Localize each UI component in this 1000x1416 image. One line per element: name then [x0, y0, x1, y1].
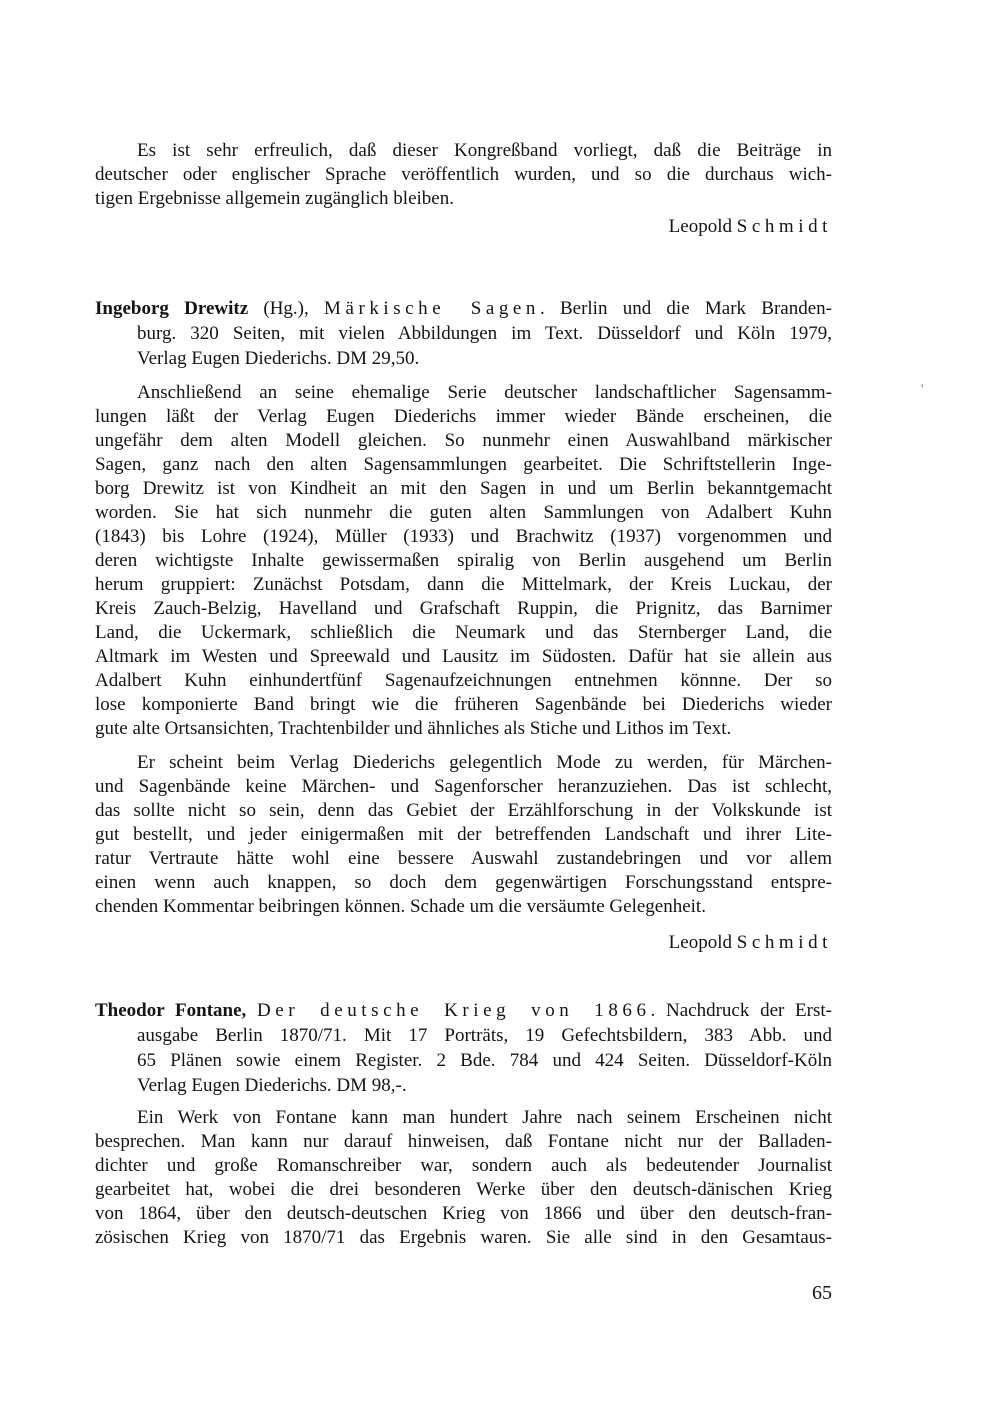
- text-line: Ein Werk von Fontane kann man hundert Jahre nach seinem Erscheinen nicht: [137, 1107, 832, 1128]
- heading-rest: . Berlin und die Mark Branden-: [539, 298, 832, 319]
- text-line: worden. Sie hat sich nunmehr die guten alten Sammlungen von Adalbert Kuhn: [95, 502, 832, 523]
- review-title: Märkische Sagen: [324, 298, 540, 319]
- text-line: burg. 320 Seiten, mit vielen Abbildungen im Text. Düsseldorf und Köln 1979,: [137, 323, 832, 344]
- text-line: einen wenn auch knappen, so doch dem gegenwärtigen Forschungsstand entspre-: [95, 872, 832, 893]
- text-line: Verlag Eugen Diederichs. DM 29,50.: [137, 348, 420, 369]
- text-line: dichter und große Romanschreiber war, sondern auch als bedeutender Journalist: [95, 1155, 832, 1176]
- text-line: Kreis Zauch-Belzig, Havelland und Grafschaft Ruppin, die Prignitz, das Barnimer: [95, 598, 832, 619]
- review-author: Theodor Fontane,: [95, 1000, 247, 1021]
- text-line: das sollte nicht so sein, denn das Gebiet der Erzählforschung in der Volkskunde ist: [95, 800, 832, 821]
- text-line: ungefähr dem alten Modell gleichen. So nunmehr einen Auswahlband märkischer: [95, 430, 832, 451]
- text-line: 65 Plänen sowie einem Register. 2 Bde. 784 und 424 Seiten. Düsseldorf-Köln: [137, 1050, 832, 1071]
- review-author: Ingeborg Drewitz: [95, 298, 249, 319]
- text-line: Adalbert Kuhn einhundertfünf Sagenaufzeichnungen entnehmen könnne. Der so: [95, 670, 832, 691]
- text-line: gut bestellt, und jeder einigermaßen mit der betreffenden Landschaft und ihrer Lite-: [95, 824, 832, 845]
- text-line: Es ist sehr erfreulich, daß dieser Kongreßband vorliegt, daß die Beiträge in: [137, 140, 832, 161]
- text-line: chenden Kommentar beibringen können. Schade um die versäumte Gelegenheit.: [95, 896, 706, 917]
- scan-artifact: ': [921, 381, 924, 396]
- signature-leopold-schmidt-1: [95, 215, 834, 239]
- heading-continuation-lines: [95, 321, 832, 371]
- closing-paragraph: [95, 139, 832, 211]
- signature-last-name: Schmidt: [736, 932, 832, 953]
- text-line: Verlag Eugen Diederichs. DM 98,-.: [137, 1075, 407, 1096]
- text-line: zösischen Krieg von 1870/71 das Ergebnis waren. Sie alle sind in den Gesamtaus-: [95, 1227, 832, 1248]
- text-line: gute alte Ortsansichten, Trachtenbilder und ähnliches als Stiche und Lithos im Text.: [95, 718, 732, 739]
- text-line: gearbeitet hat, wobei die drei besonderen Werke über den deutsch-dänischen Krieg: [95, 1179, 832, 1200]
- signature-first-name: Leopold: [668, 932, 737, 953]
- text-line: tigen Ergebnisse allgemein zugänglich bleiben.: [95, 188, 454, 209]
- review-heading-fontane: [95, 998, 832, 1098]
- text-line: Sagen, ganz nach den alten Sagensammlungen gearbeitet. Die Schriftstellerin Inge-: [95, 454, 832, 475]
- signature-leopold-schmidt-2: [95, 931, 834, 955]
- text-line: Anschließend an seine ehemalige Serie deutscher landschaftlicher Sagensamm-: [137, 382, 832, 403]
- text-line: deren wichtigste Inhalte gewissermaßen spiralig von Berlin ausgehend um Berlin: [95, 550, 832, 571]
- fontane-paragraph-1: [95, 1106, 832, 1250]
- heading-separator: [246, 1000, 257, 1021]
- text-line: ratur Vertraute hätte wohl eine bessere Auswahl zustandebringen und vor allem: [95, 848, 832, 869]
- text-line: deutscher oder englischer Sprache veröffentlich wurden, und so die durchaus wich-: [95, 164, 832, 185]
- heading-first-line: [95, 296, 832, 321]
- heading-first-line: [95, 998, 832, 1023]
- text-line: lose komponierte Band bringt wie die früheren Sagenbände bei Diederichs wieder: [95, 694, 832, 715]
- drewitz-paragraph-2: [95, 751, 832, 919]
- text-line: borg Drewitz ist von Kindheit an mit den Sagen in und um Berlin bekanntgemacht: [95, 478, 832, 499]
- text-line: lungen läßt der Verlag Eugen Diederichs immer wieder Bände erscheinen, die: [95, 406, 832, 427]
- text-line: Altmark im Westen und Spreewald und Lausitz im Südosten. Dafür hat sie allein aus: [95, 646, 832, 667]
- signature-last-name: Schmidt: [736, 216, 832, 237]
- text-line: (1843) bis Lohre (1924), Müller (1933) und Brachwitz (1937) vorgenommen und: [95, 526, 832, 547]
- review-title: Der deutsche Krieg von 1866: [257, 1000, 651, 1021]
- text-line: ausgabe Berlin 1870/71. Mit 17 Porträts, 19 Gefechtsbildern, 383 Abb. und: [137, 1025, 832, 1046]
- page-number: 65: [812, 1282, 832, 1304]
- text-line: herum gruppiert: Zunächst Potsdam, dann die Mittelmark, der Kreis Luckau, der: [95, 574, 832, 595]
- heading-rest: . Nachdruck der Erst-: [650, 1000, 832, 1021]
- text-line: Land, die Uckermark, schließlich die Neumark und das Sternberger Land, die: [95, 622, 832, 643]
- heading-separator: (Hg.),: [248, 298, 324, 319]
- text-line: besprechen. Man kann nur darauf hinweisen, daß Fontane nicht nur der Balladen-: [95, 1131, 832, 1152]
- heading-continuation-lines: [95, 1023, 832, 1098]
- text-line: Er scheint beim Verlag Diederichs gelegentlich Mode zu werden, für Märchen-: [137, 752, 832, 773]
- drewitz-paragraph-1: [95, 381, 832, 741]
- signature-first-name: Leopold: [668, 216, 737, 237]
- review-heading-drewitz: [95, 296, 832, 371]
- text-line: und Sagenbände keine Märchen- und Sagenforscher heranzuziehen. Das ist schlecht,: [95, 776, 832, 797]
- text-line: von 1864, über den deutsch-deutschen Krieg von 1866 und über den deutsch-fran-: [95, 1203, 832, 1224]
